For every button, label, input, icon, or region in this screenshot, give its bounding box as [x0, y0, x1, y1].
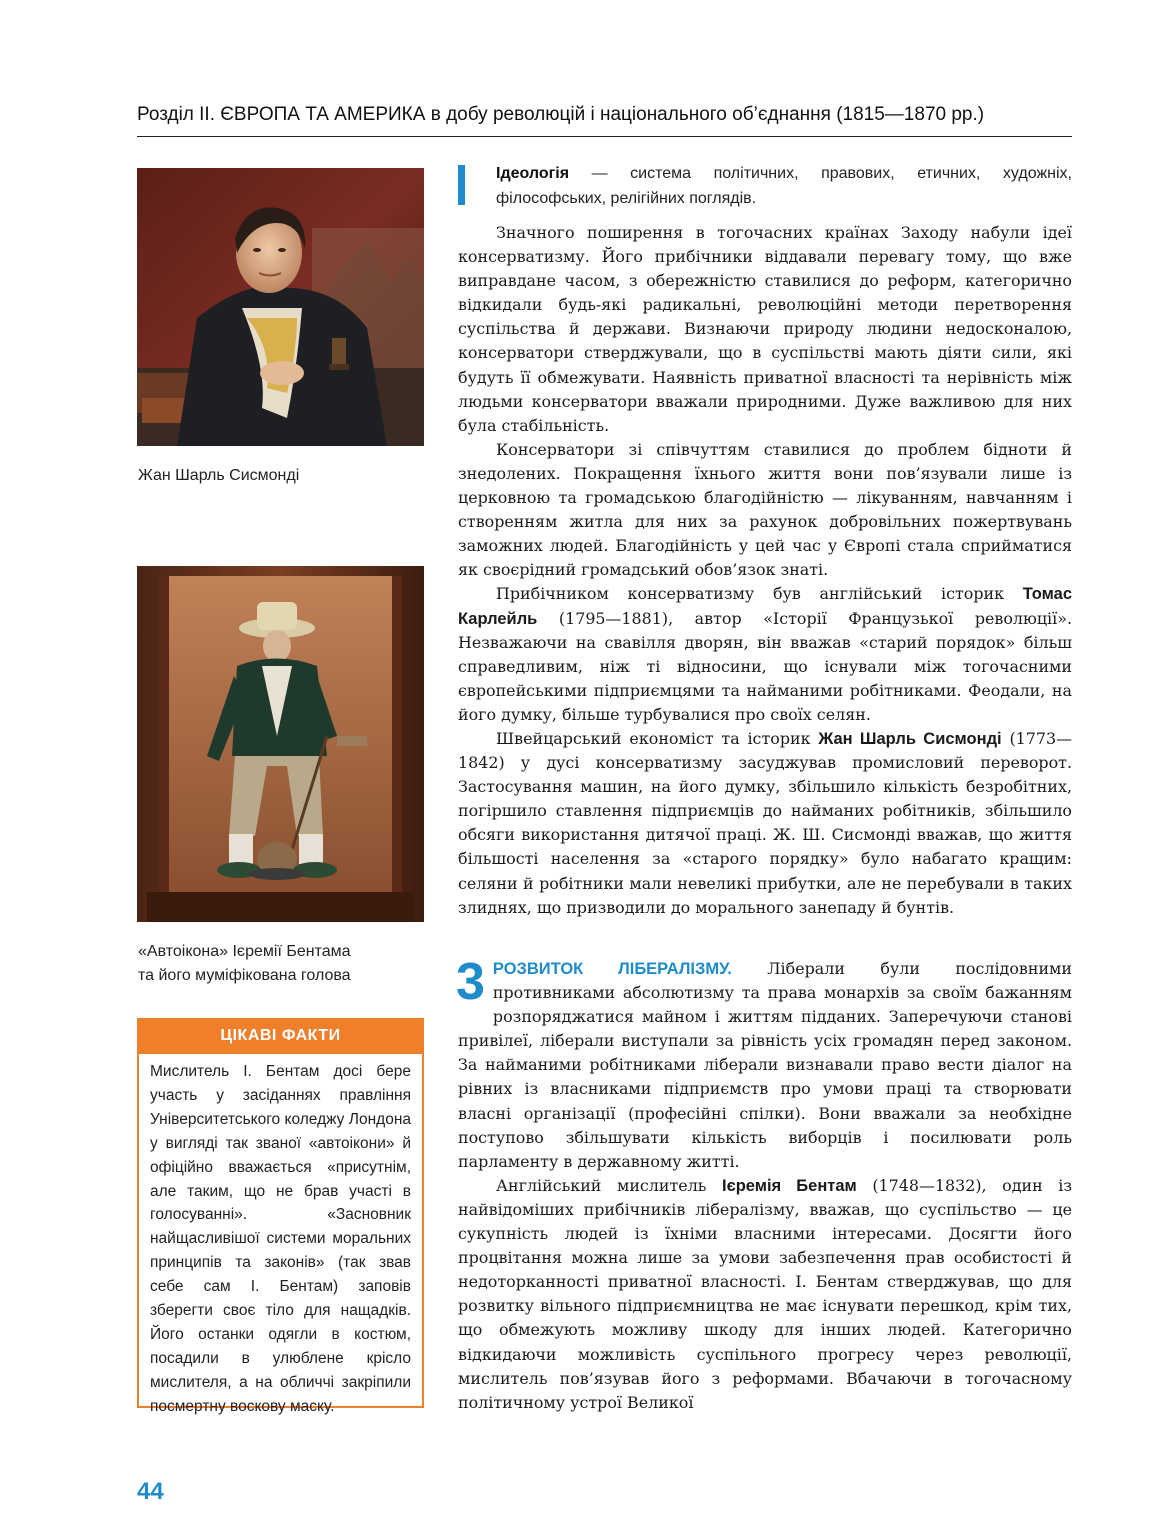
bentham-caption [138, 940, 428, 988]
bentham-text: (1748—1832), один із найвідоміших прибічників лібералізму, вважав, що суспільство — це сукупність людей із їхніми власними інтересами. Досягти його процвітання можна лише за умови забезпечення прав особистості й недоторканності приватної власності. І. Бентам стверджував, що для розвитку вільного підприємництва не має існувати перешкод, крім тих, що обмежують можливу шкоду для інших людей. Категорично відкидаючи можливість суспільного прогресу через революції, мислитель пов’язував його з реформами. Вбачаючи в тогочасному політичному устрої Великої [458, 1175, 1073, 1412]
sismondi-intro: Швейцарський економіст та історик [496, 728, 819, 748]
definition-term: Ідеологія [496, 165, 570, 182]
section-liberalism [456, 953, 1073, 1415]
sismondi-portrait [137, 168, 424, 446]
definition-accent-bar [458, 165, 465, 205]
paragraph-charity: Консерватори зі співчуттям ставилися до проблем бідноти й знедолених. Покращення їхнього життя вони пов’язували лише із церковною та громадською благодійністю — лікуванням, навчанням і створенням житла для них за рахунок добровільних пожертвувань заможних людей. Благодійність у цей час у Європі стала сприйматися як своєрідний громадський обов’язок знаті. [458, 439, 1072, 580]
section-number: 3 [456, 953, 485, 1011]
paragraph-conservatism: Значного поширення в тогочасних країнах Заходу набули ідеї консерватизму. Його прибічники віддавали перевагу тому, що вже виправдане часом, з обережністю ставилися до реформ, категорично відкидали будь-які радикальні, революційні методи перетворення суспільства й держави. Визнаючи природу людини недосконалою, консерватори стверджували, що в суспільстві мають діяти сили, які будуть її обмежувати. Наявність приватної власності та нерівність між людьми консерватори вважали природними. Дуже важливою для них була стабільність. [458, 223, 1072, 435]
running-header: Розділ ІІ. ЄВРОПА ТА АМЕРИКА в добу революцій і національного об’єднання (1815—1870 рр.) [137, 104, 985, 125]
header-divider [137, 136, 1072, 137]
paragraph-carlyle [458, 582, 1072, 727]
liberalism-text: Ліберали були послідовними противниками абсолютизму та права монархів за своїм бажанням розпоряджатися майном і життям підданих. Заперечуючи станові привілеї, ліберали виступали за рівність усіх громадян перед законом. За найманими робітниками ліберали визнавали право вести діалог на рівних із власниками підприємств про умови праці та створювати власні організації (професійні спілки). Вони вважали за необхідне поступово збільшувати кількість виборців і посилювати роль парламенту в державному житті. [458, 959, 1072, 1171]
sismondi-name: Жан Шарль Сисмонді [818, 729, 1002, 748]
bentham-caption-line1: «Автоікона» Ієремії Бентама [138, 943, 351, 960]
bentham-caption-line2: та його муміфікована голова [138, 967, 351, 984]
definition-ideology [496, 161, 1072, 211]
main-text-block-1 [458, 221, 1072, 920]
facts-text: Мислитель І. Бентам досі бере участь у засіданнях правління Університетського коледжу Лондона у вигляді так званої «автоікони» й офіційно вважається «присутнім, але таким, що не брав участі в голосуванні». «Засновник найщасливішої системи моральних принципів та законів» (так звав себе сам І. Бентам) заповів зберегти своє тіло для нащадків. Його останки одягли в костюм, посадили в улюблене крісло мислителя, а на обличчі закріпили посмертну воскову маску. [137, 1054, 424, 1408]
bentham-name: Ієремія Бентам [722, 1176, 857, 1195]
paragraph-sismondi [458, 727, 1072, 920]
paragraph-bentham [458, 1174, 1072, 1415]
bentham-auto-icon-photo [137, 566, 424, 922]
page-number: 44 [137, 1478, 164, 1505]
carlyle-intro: Прибічником консерватизму був англійський історик [496, 584, 1023, 604]
facts-heading: ЦІКАВІ ФАКТИ [137, 1018, 424, 1054]
sismondi-text: (1773—1842) у дусі консерватизму засуджував промисловий переворот. Застосування машин, на його думку, збільшило кількість безробітних, погіршило ставлення підприємців до найманих робітників, збільшило обсяги використання дитячої праці. Ж. Ш. Сисмонді вважав, що життя більшості населення за «старого порядку» було набагато кращим: селяни й робітники мали невеликі прибутки, але не перебували в таких злиднях, що призводили до морального занепаду й бунтів. [458, 728, 1072, 917]
sismondi-caption: Жан Шарль Сисмонді [138, 467, 300, 484]
bentham-intro: Англійський мислитель [496, 1175, 723, 1195]
section-title: РОЗВИТОК ЛІБЕРАЛІЗМУ. [492, 960, 732, 978]
paragraph-liberalism [456, 953, 1072, 1174]
definition-text: — система політичних, правових, етичних, художніх, філософських, релігійних поглядів. [496, 165, 1072, 207]
carlyle-text: (1795—1881), автор «Історії Французької революції». Незважаючи на свавілля дворян, він вважав «старий порядок» більш справедливим, ніж ті відносини, що існували між тогочасними європейськими підприємцями та найманими робітниками. Феодали, на його думку, більше турбувалися про своїх селян. [458, 608, 1072, 724]
carlyle-name: Томас Карлейль [458, 585, 1072, 628]
